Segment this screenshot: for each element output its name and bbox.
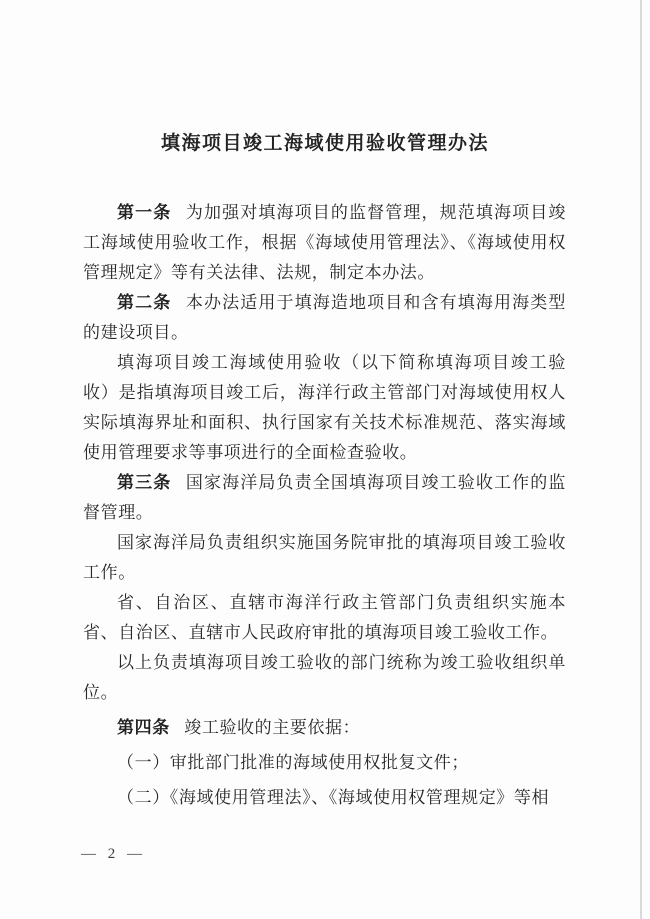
scan-edge-line xyxy=(640,0,642,919)
paragraph-text: （二）《海域使用管理法》、《海域使用权管理规定》等相 xyxy=(117,788,550,807)
paragraph-text: 竣工验收的主要依据： xyxy=(184,718,361,737)
paragraph-text: 以上负责填海项目竣工验收的部门统称为竣工验收组织单位。 xyxy=(83,653,566,702)
document-body xyxy=(83,198,566,813)
article-number: 第二条 xyxy=(117,293,172,312)
paragraph xyxy=(83,748,566,778)
paragraph xyxy=(83,288,566,348)
paragraph-text: 省、自治区、直辖市海洋行政主管部门负责组织实施本省、自治区、直辖市人民政府审批的填海项目竣工验收工作。 xyxy=(83,593,566,642)
paragraph xyxy=(83,528,566,588)
paragraph xyxy=(83,648,566,708)
paragraph xyxy=(83,198,566,288)
paragraph-text: 本办法适用于填海造地项目和含有填海用海类型的建设项目。 xyxy=(83,293,566,342)
paragraph xyxy=(83,588,566,648)
paragraph-text: 为加强对填海项目的监督管理，规范填海项目竣工海域使用验收工作，根据《海域使用管理法》、《海域使用权管理规定》等有关法律、法规，制定本办法。 xyxy=(83,203,566,282)
paragraph-text: 国家海洋局负责全国填海项目竣工验收工作的监督管理。 xyxy=(83,473,566,522)
paragraph xyxy=(83,783,566,813)
page-number: — 2 — xyxy=(81,846,146,862)
paragraph-text: 国家海洋局负责组织实施国务院审批的填海项目竣工验收工作。 xyxy=(83,533,566,582)
article-number: 第一条 xyxy=(117,203,172,222)
paragraph-text: （一）审批部门批准的海域使用权批复文件； xyxy=(117,753,469,772)
paragraph xyxy=(83,468,566,528)
paragraph-text: 填海项目竣工海域使用验收（以下简称填海项目竣工验收）是指填海项目竣工后，海洋行政主管部门对海域使用权人实际填海界址和面积、执行国家有关技术标准规范、落实海域使用管理要求等事项进行的全面检查验收。 xyxy=(83,353,566,462)
paragraph xyxy=(83,348,566,468)
article-number: 第四条 xyxy=(117,718,170,737)
document-title: 填海项目竣工海域使用验收管理办法 xyxy=(160,133,489,154)
article-number: 第三条 xyxy=(117,473,172,492)
paragraph xyxy=(83,713,566,743)
